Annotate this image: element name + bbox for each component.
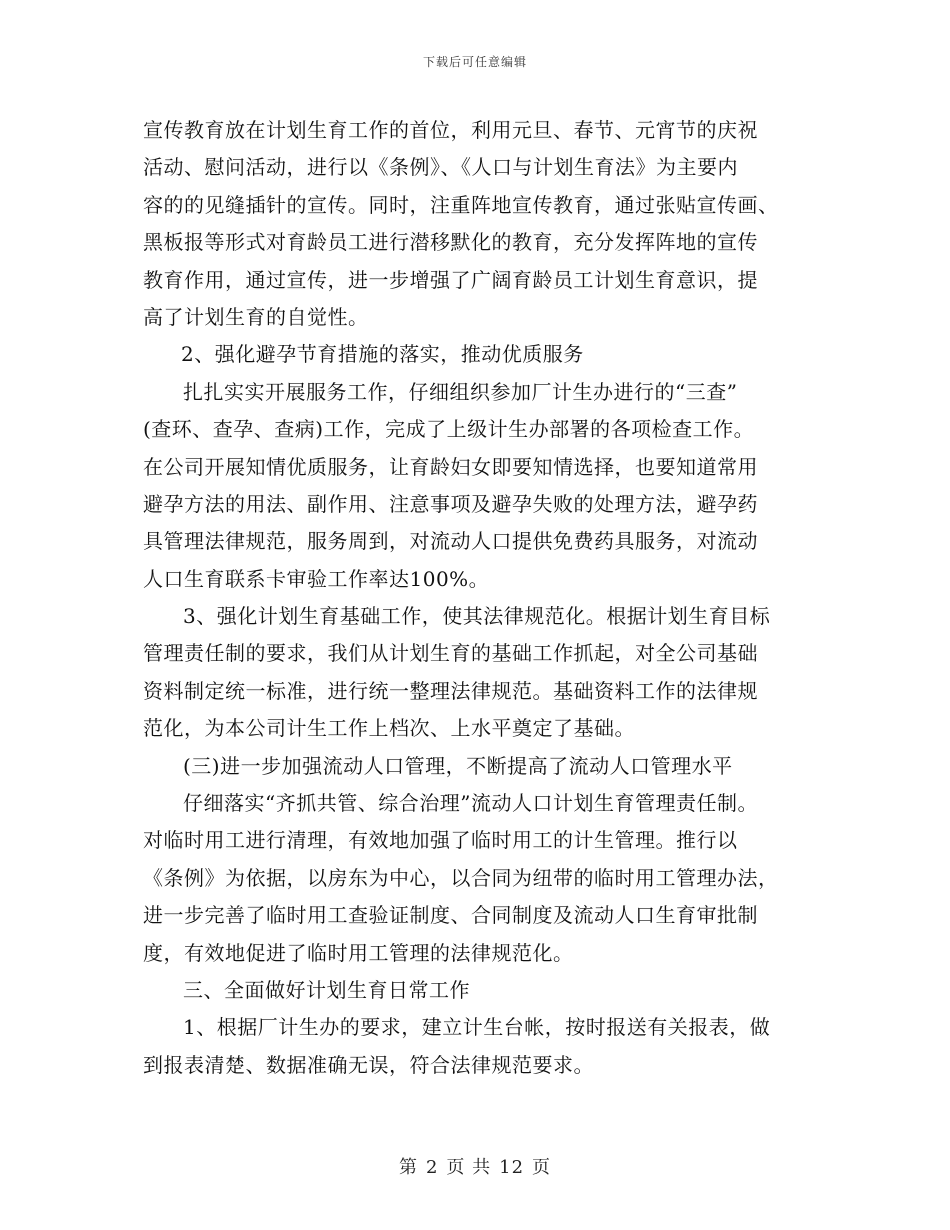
page-number: 2	[425, 1157, 439, 1178]
text-line: 人口生育联系卡审验工作率达100%。	[143, 566, 490, 591]
text-line: 1、根据厂计生办的要求，建立计生台帐，按时报送有关报表，做	[183, 1015, 771, 1040]
body-text	[143, 112, 823, 1084]
text-line: 扎扎实实开展服务工作，仔细组织参加厂计生办进行的“三查”	[183, 379, 738, 404]
page-footer	[0, 1153, 950, 1179]
text-line: 具管理法律规范，服务周到，对流动人口提供免费药具服务，对流动	[143, 529, 758, 554]
text-line: 进一步完善了临时用工查验证制度、合同制度及流动人口生育审批制	[143, 903, 758, 928]
text-line: 在公司开展知情优质服务，让育龄妇女即要知情选择，也要知道常用	[143, 454, 758, 479]
text-line: 管理责任制的要求，我们从计划生育的基础工作抓起，对全公司基础	[143, 641, 758, 666]
text-line: 高了计划生育的自觉性。	[143, 304, 369, 329]
section-heading: 2、强化避孕节育措施的落实，推动优质服务	[181, 342, 584, 367]
section-heading: (三)进一步加强流动人口管理，不断提高了流动人口管理水平	[183, 753, 733, 778]
footer-suffix: 页	[532, 1157, 552, 1178]
text-line: 宣传教育放在计划生育工作的首位，利用元旦、春节、元宵节的庆祝	[143, 118, 758, 142]
text-line: 容的的见缝插针的宣传。同时，注重阵地宣传教育，通过张贴宣传画、	[143, 192, 779, 217]
total-pages: 12	[499, 1157, 525, 1178]
footer-prefix: 第	[398, 1157, 418, 1178]
text-line: 黑板报等形式对育龄员工进行潜移默化的教育，充分发挥阵地的宣传	[143, 230, 758, 255]
text-line: 仔细落实“齐抓共管、综合治理”流动人口计划生育管理责任制。	[183, 791, 758, 816]
text-line: 《条例》为依据，以房东为中心，以合同为纽带的临时用工管理办法，	[143, 865, 779, 890]
section-heading: 三、全面做好计划生育日常工作	[183, 977, 470, 1002]
text-line: (查环、查孕、查病)工作，完成了上级计生办部署的各项检查工作。	[143, 417, 755, 442]
footer-mid: 页 共	[446, 1157, 492, 1178]
text-line: 到报表清楚、数据准确无误，符合法律规范要求。	[143, 1052, 594, 1077]
text-line: 活动、慰问活动，进行以《条例》、《人口与计划生育法》为主要内	[143, 155, 738, 180]
text-line: 3、强化计划生育基础工作，使其法律规范化。根据计划生育目标	[183, 604, 771, 629]
text-line: 避孕方法的用法、副作用、注意事项及避孕失败的处理方法，避孕药	[143, 491, 758, 516]
page-header: 下载后可任意编辑	[422, 55, 527, 69]
text-line: 资料制定统一标准，进行统一整理法律规范。基础资料工作的法律规	[143, 678, 758, 703]
text-line: 对临时用工进行清理，有效地加强了临时用工的计生管理。推行以	[143, 828, 738, 853]
text-line: 范化，为本公司计生工作上档次、上水平奠定了基础。	[143, 716, 635, 741]
text-line: 度，有效地促进了临时用工管理的法律规范化。	[143, 940, 574, 965]
text-line: 教育作用，通过宣传，进一步增强了广阔育龄员工计划生育意识，提	[143, 267, 758, 292]
